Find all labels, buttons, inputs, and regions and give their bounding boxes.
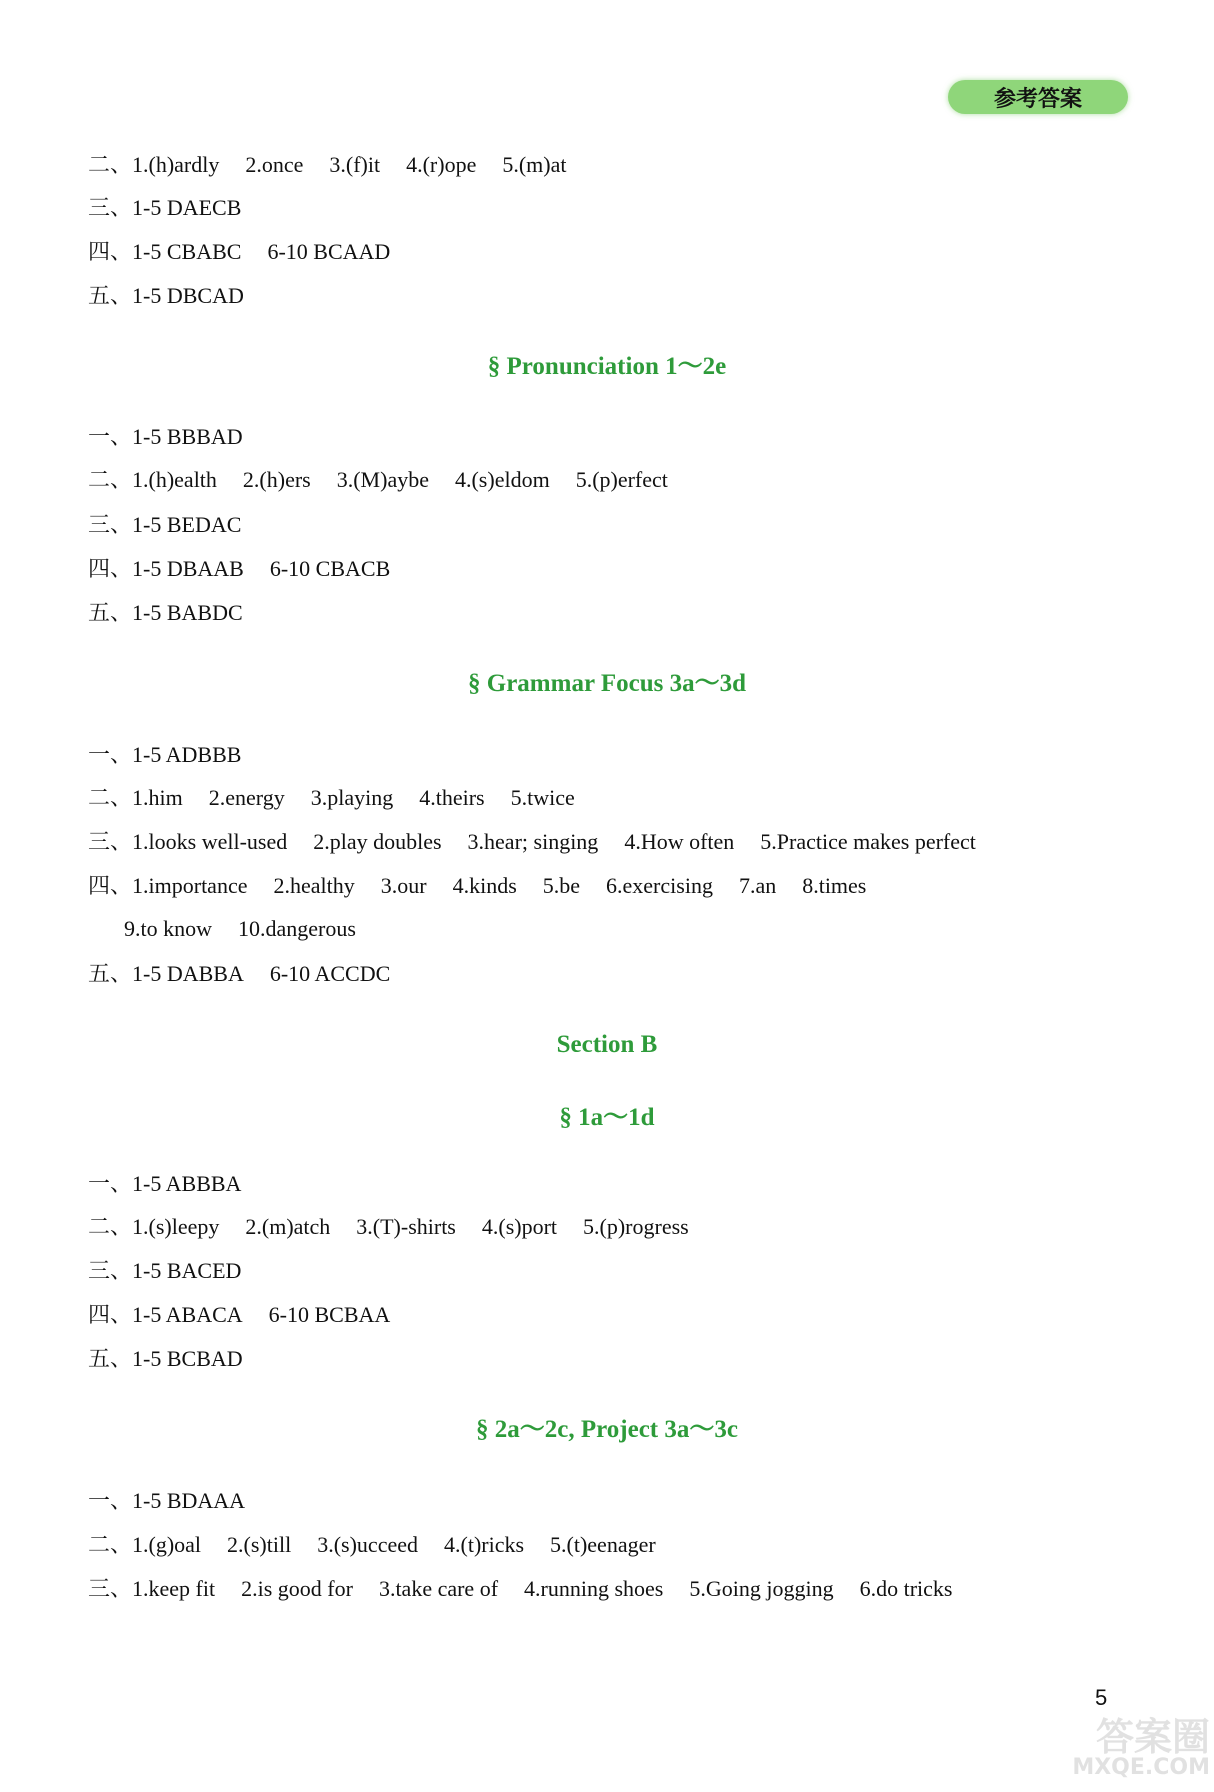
- answer-item: 1.(s)leepy: [132, 1214, 220, 1239]
- answer-item: 8.times: [802, 873, 867, 898]
- answer-item: 1-5 BEDAC: [132, 512, 242, 537]
- question-number: 三、: [88, 829, 133, 854]
- answer-item: 4.(s)port: [481, 1214, 558, 1239]
- answer-item: 6.exercising: [606, 873, 713, 898]
- answer-item: 1.(g)oal: [132, 1532, 202, 1557]
- question-number: 一、: [88, 742, 133, 767]
- answer-item: 1-5 DAECB: [132, 195, 242, 220]
- answer-item: 1-5 BACED: [132, 1258, 242, 1283]
- answer-item: 4.(s)eldom: [454, 467, 550, 492]
- question-number: 一、: [88, 1171, 133, 1196]
- question-number: 五、: [88, 283, 133, 308]
- answer-item: 3.(f)it: [329, 152, 381, 177]
- answer-item: 3.(s)ucceed: [317, 1532, 418, 1557]
- answer-line: [88, 1344, 269, 1374]
- answer-item: 1.importance: [132, 873, 248, 898]
- section-heading: § Grammar Focus 3a～3d: [468, 670, 746, 697]
- question-number: 三、: [88, 1258, 133, 1283]
- question-number: 四、: [88, 873, 133, 898]
- question-number: 四、: [88, 239, 133, 264]
- answer-line: [88, 1300, 416, 1330]
- answer-item: 1-5 DBCAD: [132, 283, 244, 308]
- answer-line: [88, 510, 267, 540]
- answer-item: 2.play doubles: [313, 829, 442, 854]
- answer-line: [88, 1574, 978, 1604]
- answer-line: [88, 1169, 267, 1199]
- question-number: 三、: [88, 512, 133, 537]
- section-heading: § 2a～2c, Project 3a～3c: [476, 1416, 738, 1443]
- answer-item: 2.healthy: [273, 873, 355, 898]
- section-heading: § 1a～1d: [559, 1104, 655, 1131]
- answer-item: 4.(t)ricks: [444, 1532, 525, 1557]
- answer-item: 6-10 BCBAA: [268, 1302, 391, 1327]
- answer-item: 1-5 BBBAD: [132, 424, 243, 449]
- answer-item: 6-10 ACCDC: [269, 961, 391, 986]
- answer-item: 5.(m)at: [502, 152, 567, 177]
- answer-item: 1-5 BCBAD: [132, 1346, 243, 1371]
- question-number: 三、: [88, 1576, 133, 1601]
- answer-item: 1-5 ABACA: [132, 1302, 243, 1327]
- answer-item: 9.to know: [124, 916, 212, 941]
- answer-item: 1-5 DBAAB: [132, 556, 244, 581]
- question-number: 四、: [88, 556, 133, 581]
- answer-item: 1.looks well-used: [132, 829, 288, 854]
- answer-item: 2.is good for: [241, 1576, 353, 1601]
- answer-item: 1.(h)ealth: [132, 467, 217, 492]
- question-number: 五、: [88, 1346, 133, 1371]
- answer-item: 1-5 ADBBB: [132, 742, 242, 767]
- answer-item: 1.keep fit: [132, 1576, 216, 1601]
- answer-line: [88, 1486, 271, 1516]
- question-number: 一、: [88, 1488, 133, 1513]
- watermark-bottom: MXQE.COM: [1072, 1755, 1210, 1780]
- answer-item: 4.running shoes: [524, 1576, 664, 1601]
- answer-line: [88, 1256, 267, 1286]
- answer-item: 1-5 BABDC: [132, 600, 243, 625]
- question-number: 五、: [88, 600, 133, 625]
- answer-item: 4.(r)ope: [406, 152, 477, 177]
- answer-item: 5.(t)eenager: [550, 1532, 656, 1557]
- question-number: 二、: [88, 1214, 133, 1239]
- question-number: 二、: [88, 785, 133, 810]
- answer-item: 3.playing: [310, 785, 394, 810]
- question-number: 一、: [88, 424, 133, 449]
- question-number: 二、: [88, 1532, 133, 1557]
- question-number: 三、: [88, 195, 133, 220]
- answer-item: 10.dangerous: [238, 916, 356, 941]
- answer-line: [88, 193, 267, 223]
- answer-item: 4.kinds: [452, 873, 517, 898]
- answer-item: 2.(m)atch: [245, 1214, 331, 1239]
- answer-item: 1-5 CBABC: [132, 239, 242, 264]
- answer-item: 5.Going jogging: [689, 1576, 834, 1601]
- answer-item: 6.do tricks: [859, 1576, 953, 1601]
- answer-item: 7.an: [738, 873, 777, 898]
- answer-item: 1-5 BDAAA: [132, 1488, 246, 1513]
- answer-line: [88, 465, 694, 495]
- answer-item: 3.(M)aybe: [336, 467, 429, 492]
- answer-item: 3.take care of: [378, 1576, 499, 1601]
- answer-item: 2.(s)till: [227, 1532, 292, 1557]
- section-heading: Section B: [556, 1031, 658, 1058]
- answer-item: 5.(p)erfect: [575, 467, 668, 492]
- answer-item: 6-10 BCAAD: [267, 239, 391, 264]
- answer-item: 3.(T)-shirts: [356, 1214, 456, 1239]
- answer-item: 4.How often: [624, 829, 735, 854]
- answer-item: 1-5 ABBBA: [132, 1171, 242, 1196]
- answer-line: [88, 281, 270, 311]
- answer-item: 2.energy: [208, 785, 285, 810]
- answer-line: [88, 1530, 682, 1560]
- answer-line: [88, 740, 267, 770]
- answer-item: 4.theirs: [419, 785, 485, 810]
- answer-key-badge: 参考答案: [948, 80, 1128, 114]
- answer-line: [88, 598, 269, 628]
- answer-item: 2.once: [245, 152, 304, 177]
- answer-line: [88, 237, 416, 267]
- page-number: 5: [1095, 1685, 1108, 1710]
- question-number: 四、: [88, 1302, 133, 1327]
- answer-item: 6-10 CBACB: [269, 556, 391, 581]
- section-heading: § Pronunciation 1～2e: [487, 353, 727, 380]
- answer-item: 1.him: [132, 785, 183, 810]
- question-number: 二、: [88, 152, 133, 177]
- answer-item: 1.(h)ardly: [132, 152, 220, 177]
- answer-line: [88, 959, 416, 989]
- answer-item: 3.our: [380, 873, 427, 898]
- answer-item: 5.twice: [510, 785, 575, 810]
- answer-item: 2.(h)ers: [242, 467, 311, 492]
- question-number: 二、: [88, 467, 133, 492]
- answer-line: [88, 422, 269, 452]
- answer-line: [88, 150, 593, 180]
- watermark-top: 答案圈: [1095, 1715, 1210, 1759]
- answer-item: 5.Practice makes perfect: [760, 829, 976, 854]
- answer-line: [88, 1212, 715, 1242]
- answer-item: 5.be: [542, 873, 581, 898]
- answer-line: [88, 827, 1002, 857]
- answer-item: 5.(p)rogress: [583, 1214, 689, 1239]
- answer-item: 1-5 DABBA: [132, 961, 244, 986]
- watermark-logo: [1025, 1715, 1210, 1788]
- answer-line: [88, 871, 892, 901]
- answer-line: [88, 783, 601, 813]
- answer-line: [88, 554, 416, 584]
- question-number: 五、: [88, 961, 133, 986]
- answer-line: [124, 914, 382, 944]
- answer-item: 3.hear; singing: [467, 829, 599, 854]
